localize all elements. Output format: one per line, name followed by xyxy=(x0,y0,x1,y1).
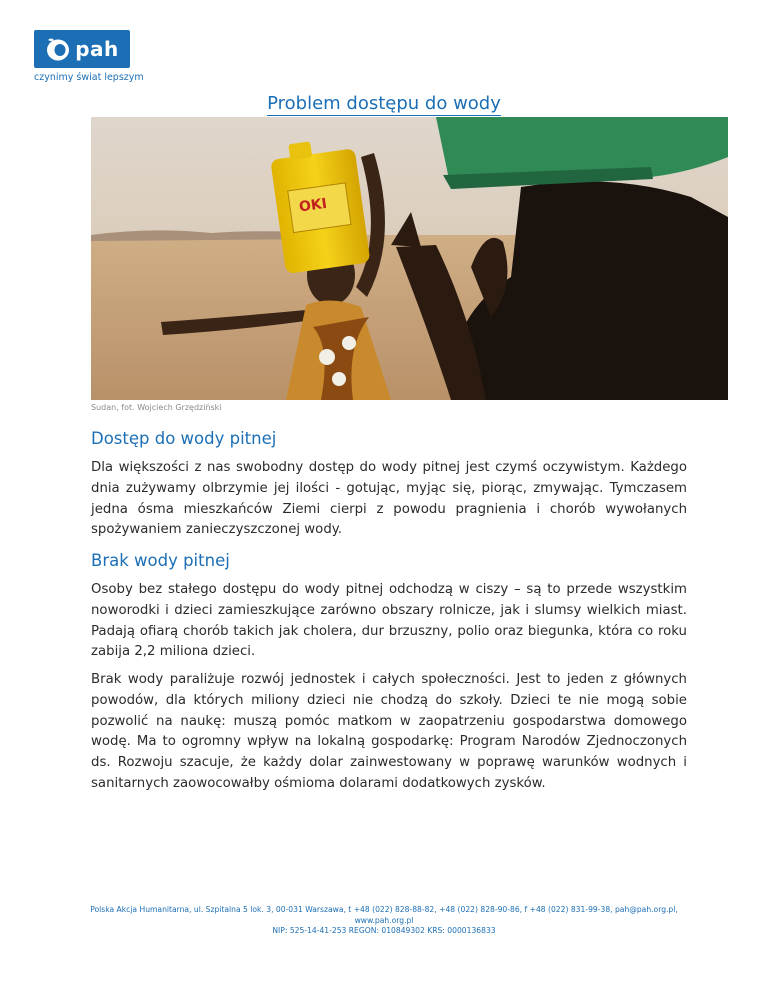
footer-registry: NIP: 525-14-41-253 REGON: 010849302 KRS: 0000136833 xyxy=(272,926,496,935)
page-title-text: Problem dostępu do wody xyxy=(267,93,501,114)
pah-logo xyxy=(34,30,130,68)
paragraph-lack-2: Brak wody paraliżuje rozwój jednostek i całych społeczności. Jest to jeden z głównych powodów, dla których miliony dzieci nie chodzą do szkoły. Dzieci te nie mogą sobie pozwolić na naukę: muszą pomóc matkom w zaopatrzeniu gospodarstwa domowego wodę. Ma to ogromny wpływ na lokalną gospodarkę: Program Narodów Zjednoczonych ds. Rozwoju szacuje, że każdy dolar zainwestowany w poprawę warunków wodnych i sanitarnych zaowocowałby ośmioma dolarami dodatkowych zysków. xyxy=(91,672,687,791)
section-heading-lack: Brak wody pitnej xyxy=(91,551,230,570)
logo-text: pah xyxy=(75,37,119,61)
footer-address: Polska Akcja Humanitarna, ul. Szpitalna 5 lok. 3, 00-031 Warszawa, t +48 (022) 828-88-82, +48 (022) 828-90-86, f +48 (022) 831-99-38, pah@pah.org.pl, xyxy=(90,905,678,914)
footer-website[interactable]: www.pah.org.pl xyxy=(354,915,414,925)
footer xyxy=(60,905,708,937)
page-title xyxy=(0,93,768,114)
section-heading-access: Dostęp do wody pitnej xyxy=(91,429,277,448)
pah-heart-icon xyxy=(45,36,71,62)
paragraph-lack-1: Osoby bez stałego dostępu do wody pitnej odchodzą w ciszy – są to przede wszystkim noworodki i dzieci zamieszkujące zarówno obszary rolnicze, jak i slumsy wielkich miast. Padają ofiarą chorób takich jak cholera, dur brzuszny, polio oraz biegunka, która co roku zabija 2,2 miliona dzieci. xyxy=(91,582,687,660)
photo-caption: Sudan, fot. Wojciech Grzędziński xyxy=(91,403,222,412)
canister-label: OKI xyxy=(298,195,328,216)
paragraph-access: Dla większości z nas swobodny dostęp do wody pitnej jest czymś oczywistym. Każdego dnia zużywamy olbrzymie jej ilości - gotując, myjąc się, piorąc, zmywając. Tymczasem jedna ósma mieszkańców Ziemi cierpi z powodu pragnienia i chorób wywołanych spożywaniem zanieczyszczonej wody. xyxy=(91,460,687,538)
sudan-photo xyxy=(91,117,728,400)
tagline: czynimy świat lepszym xyxy=(34,72,144,83)
